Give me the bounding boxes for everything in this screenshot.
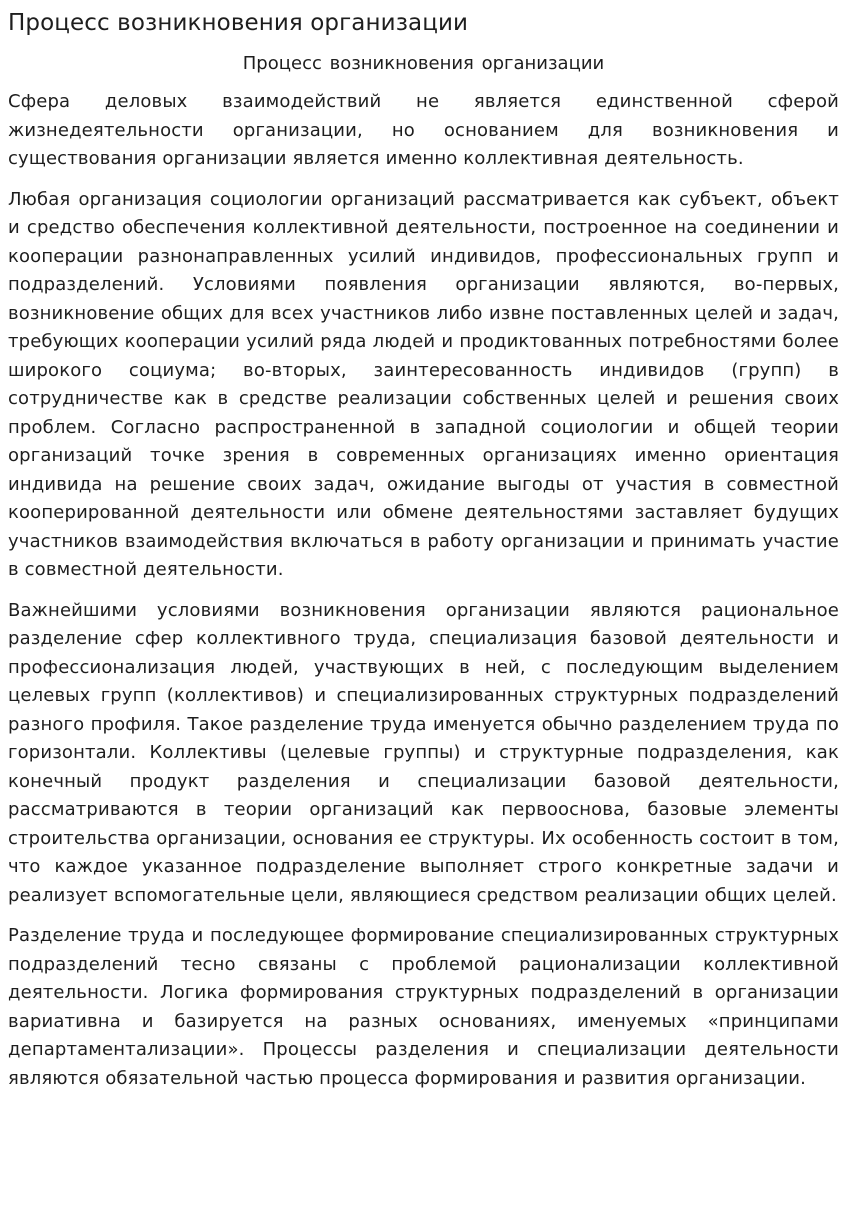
paragraph-4: Разделение труда и последующее формирование специализированных структурных подразделений тесно связаны с проблемой рационализации коллективной деятельности. Логика формирования структурных подразделений в организации вариативна и базируется на разных основаниях, именуемых «принципами департаментализации». Процессы разделения и специализации деятельности являются обязательной частью процесса формирования и развития организации. <box>8 925 839 1089</box>
document-subtitle: Процесс возникновения организации <box>242 53 605 74</box>
paragraph-3: Важнейшими условиями возникновения организации являются рациональное разделение сфер коллективного труда, специализация базовой деятельности и профессионализация людей, участвующих в ней, с последующим выделением целевых групп (коллективов) и специализированных структурных подразделений разного профиля. Такое разделение труда именуется обычно разделением труда по горизонтали. Коллективы (целевые группы) и структурные подразделения, как конечный продукт разделения и специализации базовой деятельности, рассматриваются в теории организаций как первооснова, базовые элементы строительства организации, основания ее структуры. Их особенность состоит в том, что каждое указанное подразделение выполняет строго конкретные задачи и реализует вспомогательные цели, являющиеся средством реализации общих целей. <box>8 599 839 906</box>
paragraph-1: Сфера деловых взаимодействий не является единственной сферой жизнедеятельности организации, но основанием для возникновения и существования организации является именно коллективная деятельность. <box>8 91 839 169</box>
paragraph-2: Любая организация социологии организаций рассматривается как субъект, объект и средство обеспечения коллективной деятельности, построенное на соединении и кооперации разнонаправленных усилий индивидов, профессиональных групп и подразделений. Условиями появления организации являются, во-первых, возникновение общих для всех участников либо извне поставленных целей и задач, требующих кооперации усилий ряда людей и продиктованных потребностями более широкого социума; во-вторых, заинтересованность индивидов (групп) в сотрудничестве как в средстве реализации собственных целей и решения своих проблем. Согласно распространенной в западной социологии и общей теории организаций точке зрения в современных организациях именно ориентация индивида на решение своих задач, ожидание выгоды от участия в совместной кооперированной деятельности или обмене деятельностями заставляет будущих участников взаимодействия включаться в работу организации и принимать участие в совместной деятельности. <box>8 188 839 580</box>
page-title: Процесс возникновения организации <box>8 10 469 36</box>
